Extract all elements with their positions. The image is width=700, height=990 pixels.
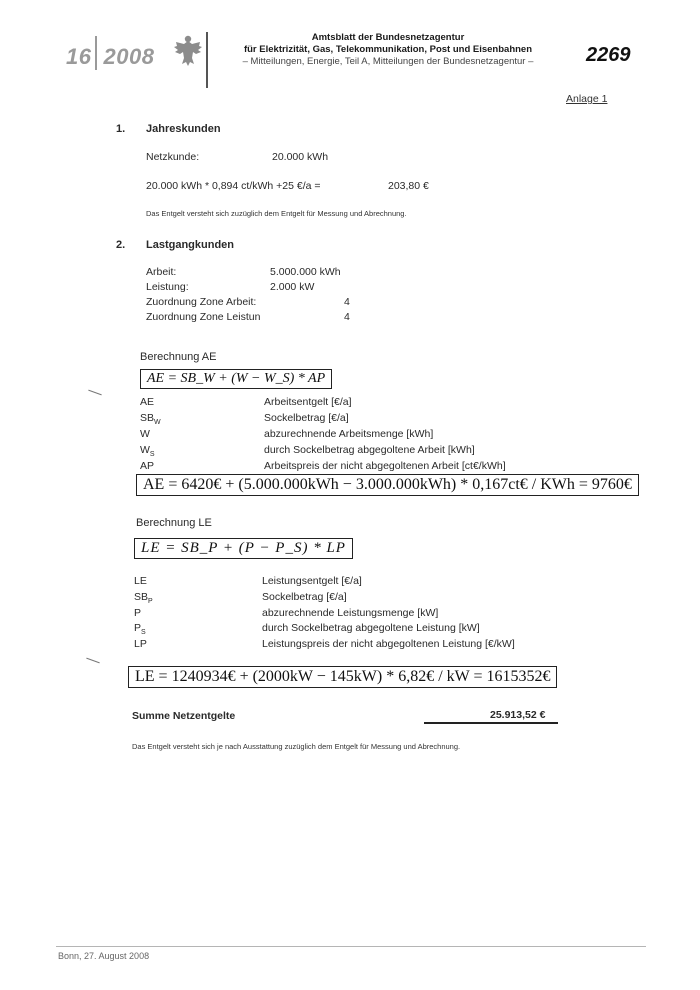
issue-number-value: 16 bbox=[66, 44, 92, 69]
issue-year: 2008 bbox=[103, 44, 155, 69]
param-label: Arbeit: bbox=[146, 266, 177, 278]
le-result: LE = 1240934€ + (2000kW − 145kW) * 6,82€ / kW = 1615352€ bbox=[128, 666, 557, 688]
definition-symbol bbox=[140, 412, 161, 426]
section2-number: 2. bbox=[116, 239, 126, 251]
publication-header bbox=[238, 32, 538, 68]
definition-symbol bbox=[140, 460, 154, 472]
symbol: W bbox=[140, 428, 150, 440]
publication-title-line2: für Elektrizität, Gas, Telekommunikation, Post und Eisenbahnen bbox=[243, 44, 533, 55]
section1-number: 1. bbox=[116, 123, 126, 135]
symbol-subscript: P bbox=[148, 598, 153, 606]
symbol-subscript: S bbox=[149, 451, 155, 459]
ae-heading: Berechnung AE bbox=[140, 351, 217, 363]
symbol: AE bbox=[140, 396, 155, 408]
page-number: 2269 bbox=[586, 44, 631, 66]
definition-symbol bbox=[140, 444, 155, 458]
annex-label: Anlage 1 bbox=[566, 93, 608, 105]
summary-note: Das Entgelt versteht sich je nach Ausstattung zuzüglich dem Entgelt für Messung und Abrechnung. bbox=[132, 742, 461, 751]
scan-mark bbox=[88, 390, 101, 396]
issue-number bbox=[66, 44, 154, 70]
definition-symbol bbox=[134, 638, 147, 650]
section1-title: Jahreskunden bbox=[146, 123, 221, 135]
summary-value: 25.913,52 € bbox=[490, 709, 546, 721]
le-heading: Berechnung LE bbox=[136, 517, 212, 529]
definition-symbol bbox=[140, 428, 150, 440]
section1-calc-expression: 20.000 kWh * 0,894 ct/kWh +25 €/a = bbox=[146, 180, 321, 192]
definition-symbol bbox=[140, 396, 154, 408]
scan-mark bbox=[86, 658, 99, 664]
param-value: 4 bbox=[344, 296, 350, 308]
definition-desc: Sockelbetrag [€/a] bbox=[262, 591, 347, 603]
federal-eagle-icon bbox=[172, 33, 204, 69]
definition-symbol bbox=[134, 622, 146, 636]
definition-desc: Arbeitspreis der nicht abgegoltenen Arbeit [ct€/kWh] bbox=[264, 460, 506, 472]
definition-symbol bbox=[134, 575, 147, 587]
definition-desc: abzurechnende Arbeitsmenge [kWh] bbox=[264, 428, 434, 440]
le-formula: LE = SB_P + (P − P_S) * LP bbox=[134, 538, 353, 559]
definition-symbol bbox=[134, 591, 153, 605]
customer-value: 20.000 kWh bbox=[272, 151, 329, 163]
symbol-subscript: S bbox=[141, 629, 146, 637]
section1-calc-result: 203,80 € bbox=[388, 180, 429, 192]
header-divider bbox=[206, 32, 208, 88]
definition-desc: Leistungspreis der nicht abgegoltenen Leistung [€/kW] bbox=[262, 638, 515, 650]
definition-desc: Leistungsentgelt [€/a] bbox=[262, 575, 362, 587]
section2-title: Lastgangkunden bbox=[146, 239, 235, 251]
param-label: Leistung: bbox=[146, 281, 189, 293]
param-value: 4 bbox=[344, 311, 350, 323]
definition-desc: durch Sockelbetrag abgegoltene Arbeit [kWh] bbox=[264, 444, 475, 456]
param-label: Zuordnung Zone Leistun bbox=[146, 311, 261, 323]
definition-desc: abzurechnende Leistungsmenge [kW] bbox=[262, 607, 439, 619]
footer-text: Bonn, 27. August 2008 bbox=[58, 951, 150, 961]
definition-desc: durch Sockelbetrag abgegoltene Leistung [kW] bbox=[262, 622, 480, 634]
publication-subtitle: – Mitteilungen, Energie, Teil A, Mitteilungen der Bundesnetzagentur – bbox=[242, 56, 534, 67]
symbol: LP bbox=[134, 638, 147, 650]
summary-double-underline bbox=[424, 722, 558, 724]
param-value: 5.000.000 kWh bbox=[270, 266, 341, 278]
definition-desc: Sockelbetrag [€/a] bbox=[264, 412, 349, 424]
definition-desc: Arbeitsentgelt [€/a] bbox=[264, 396, 352, 408]
summary-label: Summe Netzentgelte bbox=[132, 710, 236, 722]
param-label: Zuordnung Zone Arbeit: bbox=[146, 296, 257, 308]
publication-title-line1: Amtsblatt der Bundesnetzagentur bbox=[311, 32, 465, 43]
customer-label: Netzkunde: bbox=[146, 151, 200, 163]
ae-formula: AE = SB_W + (W − W_S) * AP bbox=[140, 369, 332, 389]
symbol: AP bbox=[140, 460, 155, 472]
symbol: P bbox=[134, 607, 142, 619]
symbol: W bbox=[140, 444, 150, 456]
ae-result: AE = 6420€ + (5.000.000kWh − 3.000.000kWh) * 0,167ct€ / KWh = 9760€ bbox=[136, 474, 639, 496]
symbol: P bbox=[134, 622, 142, 634]
footer-divider bbox=[56, 946, 646, 947]
symbol: LE bbox=[134, 575, 147, 587]
definition-symbol bbox=[134, 607, 141, 619]
param-value: 2.000 kW bbox=[270, 281, 315, 293]
section1-note: Das Entgelt versteht sich zuzüglich dem Entgelt für Messung und Abrechnung. bbox=[146, 209, 407, 218]
symbol-subscript: W bbox=[154, 419, 161, 427]
symbol: SB bbox=[140, 412, 155, 424]
issue-separator bbox=[95, 36, 97, 70]
symbol: SB bbox=[134, 591, 149, 603]
